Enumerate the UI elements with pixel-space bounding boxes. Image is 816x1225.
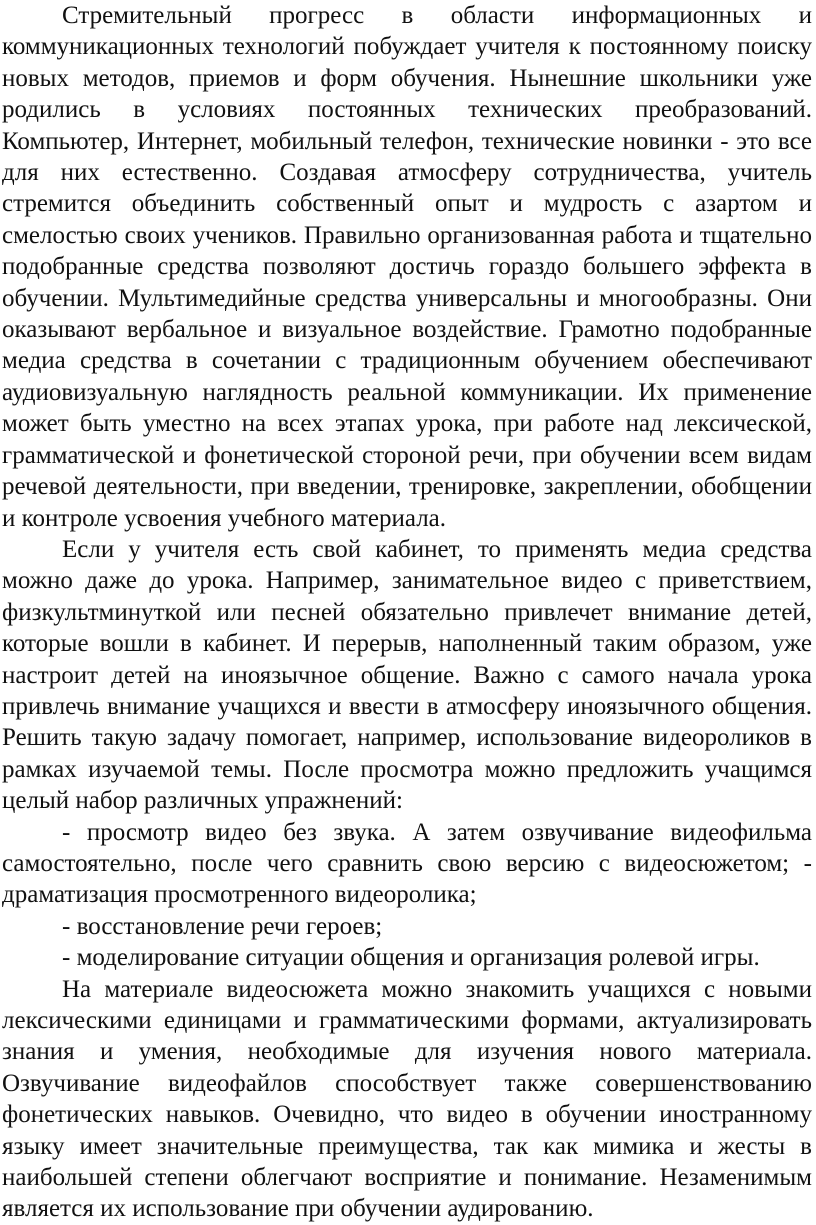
list-item-silent-viewing: - просмотр видео без звука. А затем озвучивание видеофильма самостоятельно, после чего сравнить свою версию с видеосюжетом; - драматизация просмотренного видеоролика;	[2, 818, 812, 909]
paragraph-intro: Стремительный прогресс в области информационных и коммуникационных технологий побуждает учителя к постоянному поиску новых методов, приемов и форм обучения. Нынешние школьники уже родились в условиях постоянных технических преобразований. Компьютер, Интернет, мобильный телефон, технические новинки - это все для них естественно. Создавая атмосферу сотрудничества, учитель стремится объединить собственный опыт и мудрость с азартом и смелостью своих учеников. Правильно организованная работа и тщательно подобранные средства позволяют достичь гораздо большего эффекта в обучении. Мультимедийные средства универсальны и многообразны. Они оказывают вербальное и визуальное воздействие. Грамотно подобранные медиа средства в сочетании с традиционным обучением обеспечивают аудиовизуальную наглядность реальной коммуникации. Их применение может быть уместно на всех этапах урока, при работе над лексической, грамматической и фонетической стороной речи, при обучении всем видам речевой деятельности, при введении, тренировке, закреплении, обобщении и контроле усвоения учебного материала.	[2, 2, 812, 532]
list-item-role-play: - моделирование ситуации общения и организация ролевой игры.	[62, 944, 760, 972]
list-item-speech-restoration: - восстановление речи героев;	[62, 912, 383, 940]
paragraph-conclusion: На материале видеосюжета можно знакомить учащихся с новыми лексическими единицами и грамматическими формами, актуализировать знания и умения, необходимые для изучения нового материала. Озвучивание видеофайлов способствует также совершенствованию фонетических навыков. Очевидно, что видео в обучении иностранному языку имеет значительные преимущества, так как мимика и жесты в наибольшей степени облегчают восприятие и понимание. Незаменимым является их использование при обучении аудированию.	[2, 975, 812, 1223]
paragraph-classroom-media: Если у учителя есть свой кабинет, то применять медиа средства можно даже до урока. Например, занимательное видео с приветствием, физкультминуткой или песней обязательно привлечет внимание детей, которые вошли в кабинет. И перерыв, наполненный таким образом, уже настроит детей на иноязычное общение. Важно с самого начала урока привлечь внимание учащихся и ввести в атмосферу иноязычного общения. Решить такую задачу помогает, например, использование видеороликов в рамках изучаемой темы. После просмотра можно предложить учащимся целый набор различных упражнений:	[2, 535, 812, 815]
